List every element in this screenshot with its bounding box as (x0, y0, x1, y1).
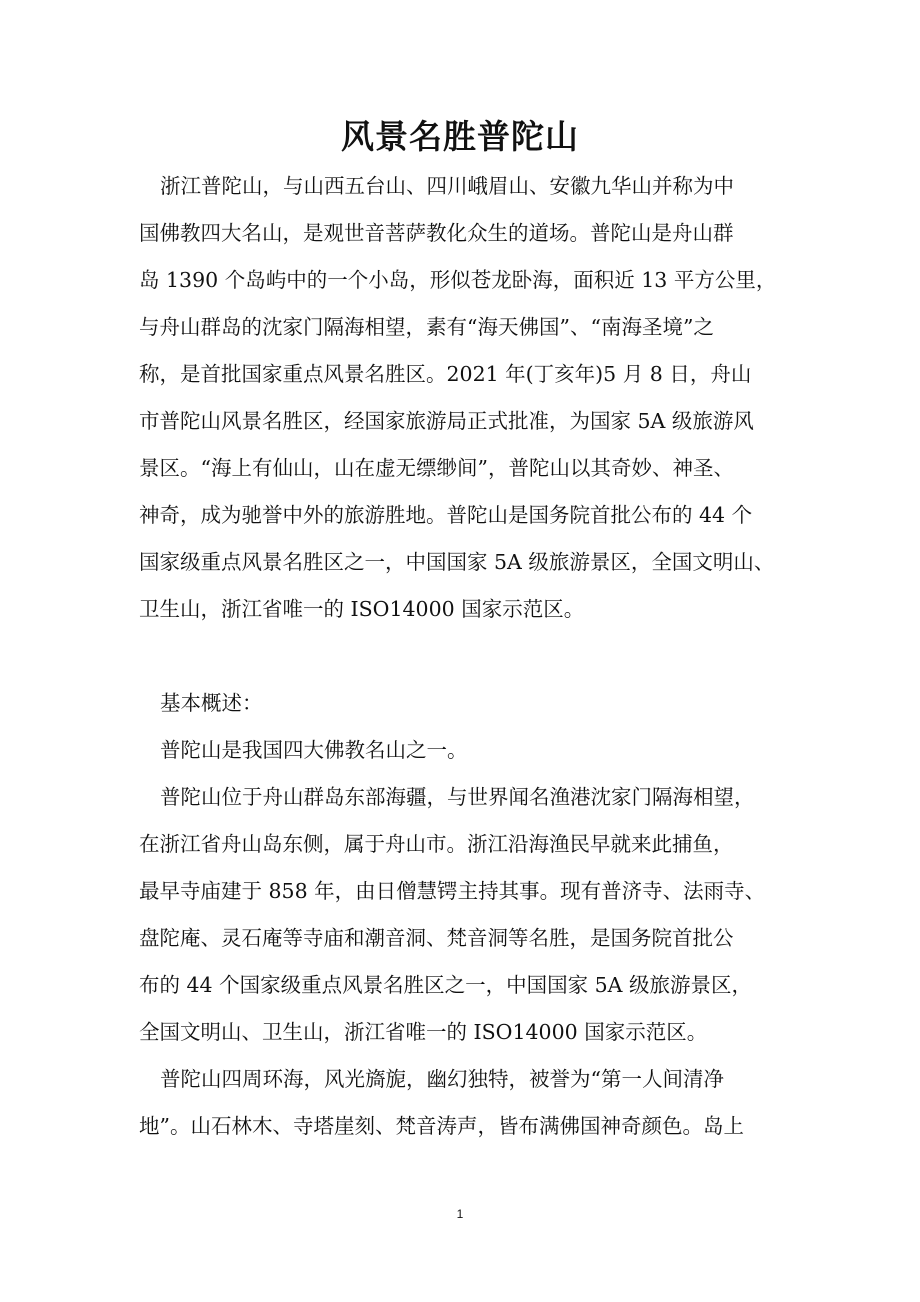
paragraph-line: 盘陀庵、灵石庵等寺庙和潮音洞、梵音洞等名胜，是国务院首批公 (139, 926, 734, 950)
paragraph-line: 普陀山四周环海，风光旖旎，幽幻独特，被誉为“第一人间清净 (160, 1067, 724, 1091)
paragraph-line: 国佛教四大名山，是观世音菩萨教化众生的道场。普陀山是舟山群 (139, 221, 734, 245)
paragraph-line: 布的 44 个国家级重点风景名胜区之一，中国国家 5A 级旅游景区， (139, 973, 752, 997)
document-title: 风景名胜普陀山 (341, 117, 579, 156)
paragraph-line: 称，是首批国家重点风景名胜区。2021 年(丁亥年)5 月 8 日，舟山 (139, 362, 752, 386)
paragraph-line: 神奇，成为驰誉中外的旅游胜地。普陀山是国务院首批公布的 44 个 (139, 503, 753, 527)
paragraph-line: 与舟山群岛的沈家门隔海相望，素有“海天佛国”、“南海圣境”之 (139, 315, 714, 339)
section-heading: 基本概述： (160, 691, 263, 715)
paragraph-line: 最早寺庙建于 858 年，由日僧慧锷主持其事。现有普济寺、法雨寺、 (139, 879, 766, 903)
paragraph-line: 地”。山石林木、寺塔崖刻、梵音涛声，皆布满佛国神奇颜色。岛上 (139, 1114, 744, 1138)
paragraph-line: 市普陀山风景名胜区，经国家旅游局正式批准，为国家 5A 级旅游风 (139, 409, 754, 433)
paragraph-line: 在浙江省舟山岛东侧，属于舟山市。浙江沿海渔民早就来此捕鱼， (139, 832, 734, 856)
paragraph-line: 国家级重点风景名胜区之一，中国国家 5A 级旅游景区，全国文明山、 (139, 550, 775, 574)
paragraph-line: 浙江普陀山，与山西五台山、四川峨眉山、安徽九华山并称为中 (160, 174, 734, 198)
paragraph-line: 普陀山位于舟山群岛东部海疆，与世界闻名渔港沈家门隔海相望， (160, 785, 755, 809)
paragraph-line: 景区。“海上有仙山，山在虚无缥缈间”，普陀山以其奇妙、神圣、 (139, 456, 734, 480)
paragraph-line: 岛 1390 个岛屿中的一个小岛，形似苍龙卧海，面积近 13 平方公里， (139, 268, 777, 292)
paragraph-line: 卫生山，浙江省唯一的 ISO14000 国家示范区。 (139, 597, 585, 621)
paragraph-line: 全国文明山、卫生山，浙江省唯一的 ISO14000 国家示范区。 (139, 1020, 708, 1044)
document-body (139, 163, 789, 1150)
blank-line (139, 633, 789, 680)
page-number: 1 (456, 1207, 464, 1221)
paragraph-line: 普陀山是我国四大佛教名山之一。 (160, 738, 468, 762)
